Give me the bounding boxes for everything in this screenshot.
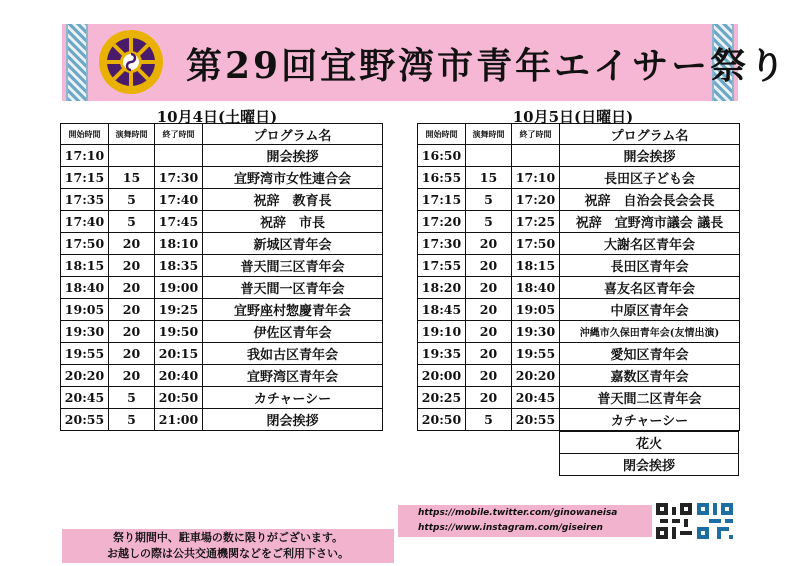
table-header-row [61, 124, 383, 145]
program-name-cell: 沖縄市久保田青年会(友情出演) [560, 321, 740, 343]
twitter-link[interactable]: https://mobile.twitter.com/ginowaneisa [418, 508, 618, 518]
parking-notice [62, 529, 394, 563]
end-time-cell: 20:50 [155, 387, 203, 409]
program-name-cell: 喜友名区青年会 [560, 277, 740, 299]
duration-cell: 20 [109, 233, 155, 255]
duration-cell: 20 [466, 255, 512, 277]
program-name-cell: 伊佐区青年会 [203, 321, 383, 343]
start-time-cell: 20:45 [61, 387, 109, 409]
table-row [61, 365, 383, 387]
duration-cell: 20 [466, 343, 512, 365]
end-time-cell: 19:05 [512, 299, 560, 321]
duration-cell: 20 [109, 365, 155, 387]
table-row [418, 299, 740, 321]
table-row [61, 189, 383, 211]
qr-code-icon [656, 503, 692, 539]
duration-cell: 20 [109, 299, 155, 321]
start-time-cell: 20:20 [61, 365, 109, 387]
program-name-cell: 長田区青年会 [560, 255, 740, 277]
end-time-cell: 18:15 [512, 255, 560, 277]
festival-logo-icon [98, 29, 164, 95]
duration-cell [466, 145, 512, 167]
program-name-cell: 宜野湾市女性連合会 [203, 167, 383, 189]
start-time-cell: 20:55 [61, 409, 109, 431]
start-time-cell: 17:30 [418, 233, 466, 255]
duration-cell: 20 [109, 255, 155, 277]
col-start-header: 開始時間 [61, 124, 109, 145]
program-name-cell: 開会挨拶 [560, 145, 740, 167]
table-row [61, 321, 383, 343]
end-time-cell: 18:40 [512, 277, 560, 299]
program-name-cell: 普天間二区青年会 [560, 387, 740, 409]
start-time-cell: 16:50 [418, 145, 466, 167]
end-time-cell: 19:30 [512, 321, 560, 343]
table-row [418, 167, 740, 189]
duration-cell: 5 [466, 189, 512, 211]
col-duration-header: 演舞時間 [466, 124, 512, 145]
program-name-cell: カチャーシー [203, 387, 383, 409]
duration-cell: 20 [109, 343, 155, 365]
start-time-cell: 17:15 [61, 167, 109, 189]
program-name-cell: 愛知区青年会 [560, 343, 740, 365]
page-title: 第29回宜野湾市青年エイサー祭り [186, 45, 789, 87]
start-time-cell: 17:10 [61, 145, 109, 167]
duration-cell: 20 [466, 365, 512, 387]
program-name-cell: 長田区子ども会 [560, 167, 740, 189]
end-time-cell: 20:15 [155, 343, 203, 365]
start-time-cell: 16:55 [418, 167, 466, 189]
end-time-cell: 17:10 [512, 167, 560, 189]
table-row [418, 255, 740, 277]
table-row [418, 321, 740, 343]
start-time-cell: 20:00 [418, 365, 466, 387]
col-end-header: 終了時間 [512, 124, 560, 145]
table-row [418, 233, 740, 255]
notice-line-2: お越しの際は公共交通機関などをご利用下さい。 [107, 547, 349, 560]
start-time-cell: 18:15 [61, 255, 109, 277]
table-row [61, 277, 383, 299]
start-time-cell: 18:40 [61, 277, 109, 299]
table-row [61, 145, 383, 167]
end-time-cell: 17:45 [155, 211, 203, 233]
instagram-link[interactable]: https://www.instagram.com/giseiren [418, 523, 603, 533]
table-row [61, 255, 383, 277]
end-time-cell: 19:50 [155, 321, 203, 343]
table-row [61, 409, 383, 431]
duration-cell: 5 [109, 387, 155, 409]
program-name-cell: 開会挨拶 [203, 145, 383, 167]
duration-cell: 20 [466, 321, 512, 343]
table-row [418, 387, 740, 409]
duration-cell: 20 [466, 277, 512, 299]
table-row [418, 409, 740, 431]
program-name-cell: 祝辞 教育長 [203, 189, 383, 211]
duration-cell [109, 145, 155, 167]
end-time-cell: 19:25 [155, 299, 203, 321]
day2-heading: 10月5日(日曜日) [512, 108, 634, 126]
qr-code-icon [697, 503, 733, 539]
program-name-cell: 中原区青年会 [560, 299, 740, 321]
duration-cell: 20 [109, 277, 155, 299]
start-time-cell: 17:35 [61, 189, 109, 211]
decorative-pattern-left [66, 24, 88, 101]
duration-cell: 20 [466, 387, 512, 409]
end-time-cell: 20:20 [512, 365, 560, 387]
end-time-cell: 20:45 [512, 387, 560, 409]
table-row [418, 189, 740, 211]
start-time-cell: 18:20 [418, 277, 466, 299]
table-row [61, 387, 383, 409]
day2-extra-items [559, 431, 739, 476]
start-time-cell: 17:20 [418, 211, 466, 233]
program-name-cell: 新城区青年会 [203, 233, 383, 255]
table-header-row [418, 124, 740, 145]
start-time-cell: 19:35 [418, 343, 466, 365]
end-time-cell: 17:40 [155, 189, 203, 211]
start-time-cell: 19:05 [61, 299, 109, 321]
start-time-cell: 17:15 [418, 189, 466, 211]
program-name-cell: 閉会挨拶 [203, 409, 383, 431]
end-time-cell: 20:40 [155, 365, 203, 387]
table-row [418, 365, 740, 387]
program-name-cell: 普天間三区青年会 [203, 255, 383, 277]
table-row [61, 167, 383, 189]
end-time-cell: 17:20 [512, 189, 560, 211]
title-banner [62, 24, 789, 101]
start-time-cell: 17:50 [61, 233, 109, 255]
duration-cell: 5 [109, 211, 155, 233]
start-time-cell: 18:45 [418, 299, 466, 321]
day1-heading: 10月4日(土曜日) [156, 108, 278, 126]
program-name-cell: 我如古区青年会 [203, 343, 383, 365]
start-time-cell: 19:10 [418, 321, 466, 343]
table-row [418, 145, 740, 167]
duration-cell: 5 [466, 211, 512, 233]
program-name-cell: 祝辞 市長 [203, 211, 383, 233]
start-time-cell: 20:50 [418, 409, 466, 431]
col-duration-header: 演舞時間 [109, 124, 155, 145]
start-time-cell: 17:55 [418, 255, 466, 277]
table-row [61, 233, 383, 255]
program-name-cell: 大謝名区青年会 [560, 233, 740, 255]
duration-cell: 15 [466, 167, 512, 189]
duration-cell: 5 [109, 409, 155, 431]
duration-cell: 20 [466, 233, 512, 255]
notice-line-1: 祭り期間中、駐車場の数に限りがございます。 [112, 531, 344, 544]
table-row [61, 211, 383, 233]
program-name-cell: カチャーシー [560, 409, 740, 431]
duration-cell: 5 [466, 409, 512, 431]
end-time-cell: 20:55 [512, 409, 560, 431]
day1-schedule-table [60, 123, 383, 431]
table-row [418, 211, 740, 233]
table-row [61, 343, 383, 365]
end-time-cell: 17:50 [512, 233, 560, 255]
duration-cell: 5 [109, 189, 155, 211]
start-time-cell: 19:55 [61, 343, 109, 365]
col-program-header: プログラム名 [203, 124, 383, 145]
program-name-cell: 宜野座村惣慶青年会 [203, 299, 383, 321]
end-time-cell [155, 145, 203, 167]
duration-cell: 15 [109, 167, 155, 189]
fireworks-item: 花火 [560, 432, 739, 454]
col-start-header: 開始時間 [418, 124, 466, 145]
col-program-header: プログラム名 [560, 124, 740, 145]
program-name-cell: 宜野湾区青年会 [203, 365, 383, 387]
table-row [61, 299, 383, 321]
col-end-header: 終了時間 [155, 124, 203, 145]
start-time-cell: 17:40 [61, 211, 109, 233]
closing-item: 閉会挨拶 [560, 454, 739, 476]
end-time-cell: 17:25 [512, 211, 560, 233]
duration-cell: 20 [466, 299, 512, 321]
end-time-cell: 18:10 [155, 233, 203, 255]
program-name-cell: 普天間一区青年会 [203, 277, 383, 299]
program-name-cell: 祝辞 自治会長会会長 [560, 189, 740, 211]
program-name-cell: 嘉数区青年会 [560, 365, 740, 387]
social-links [398, 505, 652, 537]
end-time-cell: 19:55 [512, 343, 560, 365]
program-name-cell: 祝辞 宜野湾市議会 議長 [560, 211, 740, 233]
end-time-cell [512, 145, 560, 167]
start-time-cell: 19:30 [61, 321, 109, 343]
table-row [418, 277, 740, 299]
duration-cell: 20 [109, 321, 155, 343]
day2-schedule-table [417, 123, 740, 431]
end-time-cell: 19:00 [155, 277, 203, 299]
end-time-cell: 21:00 [155, 409, 203, 431]
end-time-cell: 17:30 [155, 167, 203, 189]
start-time-cell: 20:25 [418, 387, 466, 409]
table-row [418, 343, 740, 365]
end-time-cell: 18:35 [155, 255, 203, 277]
